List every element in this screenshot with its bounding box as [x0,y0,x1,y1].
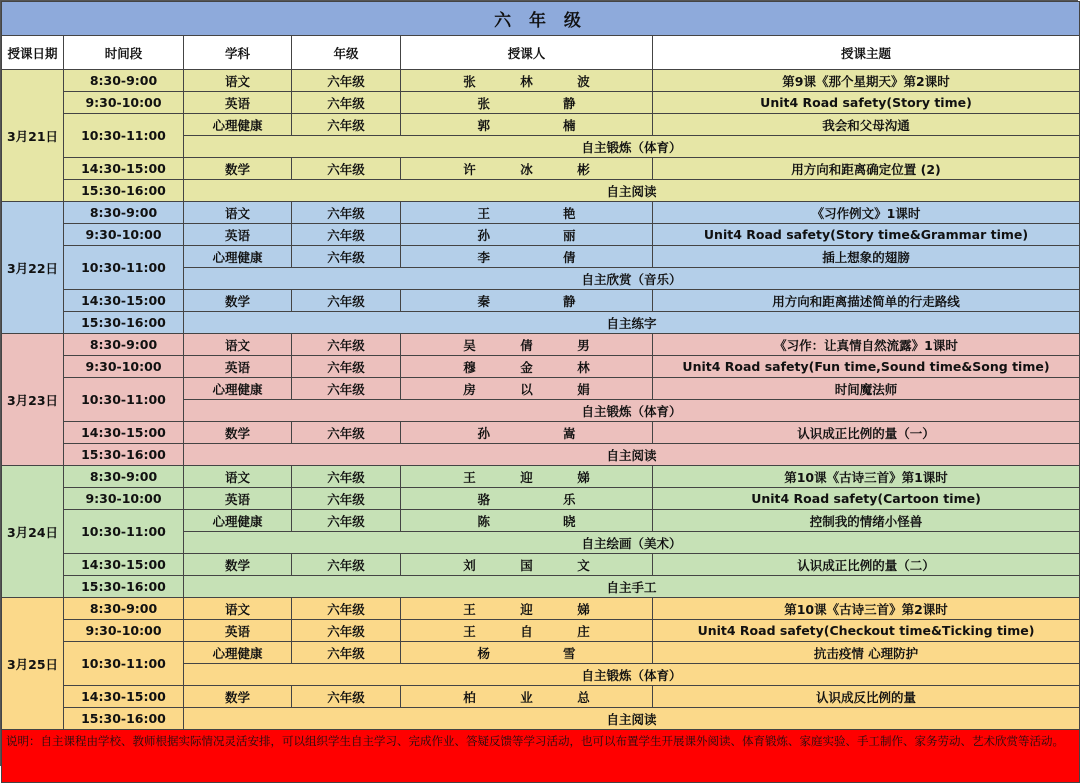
time-cell: 14:30-15:00 [64,422,184,444]
table-row [2,708,1080,730]
self-study-cell: 自主欣赏（音乐） [184,268,1080,290]
self-study-cell: 自主阅读 [184,180,1080,202]
self-study-cell: 自主手工 [184,576,1080,598]
teacher-name-char: 静 [562,95,576,111]
grade-cell: 六年级 [292,620,401,642]
teacher-name [401,116,652,134]
grade-cell: 六年级 [292,642,401,664]
time-cell: 15:30-16:00 [64,180,184,202]
teacher-cell [401,686,653,708]
teacher-name-char: 骆 [477,491,490,507]
teacher-cell [401,334,653,356]
grade-cell: 六年级 [292,158,401,180]
grade-cell: 六年级 [292,598,401,620]
subject-cell: 语文 [184,466,292,488]
schedule-table [1,1,1080,783]
time-cell: 8:30-9:00 [64,70,184,92]
table-row [2,92,1080,114]
teacher-name-char: 陈 [477,513,490,529]
subject-cell: 英语 [184,620,292,642]
table-row [2,180,1080,202]
teacher-name-char: 王 [463,601,476,617]
time-cell: 15:30-16:00 [64,444,184,466]
header-date: 授课日期 [2,36,64,70]
teacher-cell [401,466,653,488]
subject-cell: 英语 [184,224,292,246]
teacher-cell [401,642,653,664]
grade-cell: 六年级 [292,334,401,356]
teacher-cell [401,510,653,532]
teacher-name-char: 林 [577,359,590,375]
teacher-name [401,622,652,640]
time-cell: 15:30-16:00 [64,576,184,598]
note-row [2,730,1080,783]
topic-cell: 我会和父母沟通 [653,114,1080,136]
grade-cell: 六年级 [292,356,401,378]
teacher-name-char: 娣 [577,469,590,485]
teacher-name-char: 李 [477,249,490,265]
time-cell: 8:30-9:00 [64,598,184,620]
header-topic: 授课主题 [653,36,1080,70]
teacher-cell [401,620,653,642]
time-cell: 9:30-10:00 [64,620,184,642]
teacher-name [401,292,652,310]
topic-cell: 认识成正比例的量（二） [653,554,1080,576]
teacher-name-char: 张 [463,73,476,89]
teacher-name-char: 国 [520,557,533,573]
table-row [2,444,1080,466]
self-study-cell: 自主阅读 [184,444,1080,466]
topic-cell: 认识成反比例的量 [653,686,1080,708]
topic-cell: Unit4 Road safety(Checkout time&Ticking time) [653,620,1080,642]
table-row [2,290,1080,312]
teacher-cell [401,356,653,378]
table-row [2,554,1080,576]
topic-cell: 认识成正比例的量（一） [653,422,1080,444]
teacher-name-char: 郭 [477,117,490,133]
topic-cell: 用方向和距离描述简单的行走路线 [653,290,1080,312]
teacher-name-char: 娣 [577,601,590,617]
topic-cell: Unit4 Road safety(Story time&Grammar time) [653,224,1080,246]
date-cell: 3月23日 [2,334,64,466]
teacher-name [401,468,652,486]
time-cell: 14:30-15:00 [64,290,184,312]
grade-cell: 六年级 [292,422,401,444]
time-cell: 14:30-15:00 [64,554,184,576]
teacher-name-char: 业 [520,689,533,705]
time-cell: 9:30-10:00 [64,92,184,114]
teacher-name-char: 波 [577,73,590,89]
table-row [2,576,1080,598]
teacher-name [401,160,652,178]
teacher-name [401,380,652,398]
time-cell: 10:30-11:00 [64,246,184,290]
table-row [2,642,1080,664]
teacher-cell [401,246,653,268]
note-text: 说明：自主课程由学校、教师根据实际情况灵活安排，可以组织学生自主学习、完成作业、答疑反馈等学习活动，也可以布置学生开展课外阅读、体育锻炼、家庭实验、手工制作、家务劳动、艺术欣赏等活动。 [2,730,1080,783]
teacher-cell [401,158,653,180]
subject-cell: 语文 [184,598,292,620]
teacher-cell [401,114,653,136]
teacher-name-char: 自 [520,623,533,639]
subject-cell: 心理健康 [184,114,292,136]
teacher-name [401,94,652,112]
teacher-name-char: 艳 [562,205,576,221]
date-cell: 3月22日 [2,202,64,334]
teacher-name-char: 王 [477,205,490,221]
subject-cell: 心理健康 [184,510,292,532]
teacher-cell [401,554,653,576]
topic-cell: Unit4 Road safety(Cartoon time) [653,488,1080,510]
teacher-name-char: 庄 [577,623,590,639]
time-cell: 9:30-10:00 [64,356,184,378]
teacher-name-char: 张 [477,95,490,111]
topic-cell: 《习作例文》1课时 [653,202,1080,224]
self-study-cell: 自主锻炼（体育） [184,136,1080,158]
teacher-name-char: 楠 [562,117,576,133]
topic-cell: 第10课《古诗三首》第2课时 [653,598,1080,620]
teacher-name-char: 倩 [562,249,576,265]
self-study-cell: 自主锻炼（体育） [184,400,1080,422]
teacher-name-char: 晓 [562,513,576,529]
time-cell: 10:30-11:00 [64,114,184,158]
teacher-cell [401,92,653,114]
header-row [2,36,1080,70]
teacher-name-char: 总 [577,689,590,705]
teacher-name [401,490,652,508]
teacher-cell [401,202,653,224]
time-cell: 15:30-16:00 [64,312,184,334]
grade-cell: 六年级 [292,510,401,532]
subject-cell: 语文 [184,202,292,224]
subject-cell: 数学 [184,686,292,708]
topic-cell: 第10课《古诗三首》第1课时 [653,466,1080,488]
table-row [2,686,1080,708]
teacher-name-char: 倩 [520,337,533,353]
header-subject: 学科 [184,36,292,70]
teacher-name-char: 雪 [562,645,576,661]
topic-cell: Unit4 Road safety(Fun time,Sound time&Song time) [653,356,1080,378]
teacher-cell [401,224,653,246]
grade-cell: 六年级 [292,554,401,576]
table-row [2,488,1080,510]
subject-cell: 数学 [184,422,292,444]
teacher-name-char: 彬 [577,161,590,177]
teacher-name [401,512,652,530]
time-cell: 14:30-15:00 [64,158,184,180]
topic-cell: 抗击疫情 心理防护 [653,642,1080,664]
time-cell: 10:30-11:00 [64,510,184,554]
subject-cell: 数学 [184,554,292,576]
teacher-name-char: 王 [463,469,476,485]
subject-cell: 心理健康 [184,642,292,664]
self-study-cell: 自主锻炼（体育） [184,664,1080,686]
teacher-name [401,204,652,222]
teacher-name-char: 柏 [463,689,476,705]
teacher-name-char: 金 [520,359,533,375]
table-row [2,378,1080,400]
teacher-name-char: 房 [463,381,476,397]
teacher-cell [401,70,653,92]
table-row [2,510,1080,532]
time-cell: 9:30-10:00 [64,488,184,510]
teacher-name-char: 以 [520,381,533,397]
subject-cell: 数学 [184,290,292,312]
subject-cell: 英语 [184,92,292,114]
teacher-cell [401,422,653,444]
table-row [2,356,1080,378]
topic-cell: 时间魔法师 [653,378,1080,400]
teacher-name-char: 吴 [463,337,476,353]
teacher-name-char: 嵩 [562,425,576,441]
table-row [2,422,1080,444]
table-row [2,334,1080,356]
table-row [2,246,1080,268]
table-row [2,70,1080,92]
table-row [2,466,1080,488]
teacher-cell [401,488,653,510]
self-study-cell: 自主练字 [184,312,1080,334]
self-study-cell: 自主阅读 [184,708,1080,730]
topic-cell: 第9课《那个星期天》第2课时 [653,70,1080,92]
topic-cell: 用方向和距离确定位置 (2) [653,158,1080,180]
topic-cell: Unit4 Road safety(Story time) [653,92,1080,114]
grade-cell: 六年级 [292,290,401,312]
header-grade: 年级 [292,36,401,70]
table-row [2,114,1080,136]
table-row [2,224,1080,246]
header-time: 时间段 [64,36,184,70]
subject-cell: 英语 [184,356,292,378]
teacher-name-char: 文 [577,557,590,573]
teacher-name-char: 娟 [577,381,590,397]
date-cell: 3月21日 [2,70,64,202]
teacher-name-char: 孙 [477,425,490,441]
grade-cell: 六年级 [292,92,401,114]
teacher-name [401,72,652,90]
date-cell: 3月25日 [2,598,64,730]
teacher-name [401,226,652,244]
teacher-name-char: 迎 [520,469,533,485]
grade-cell: 六年级 [292,70,401,92]
teacher-name-char: 丽 [562,227,576,243]
teacher-name [401,424,652,442]
teacher-name-char: 杨 [477,645,490,661]
subject-cell: 心理健康 [184,246,292,268]
teacher-name-char: 静 [562,293,576,309]
teacher-name-char: 乐 [562,491,576,507]
time-cell: 10:30-11:00 [64,642,184,686]
teacher-name [401,600,652,618]
grade-cell: 六年级 [292,202,401,224]
time-cell: 14:30-15:00 [64,686,184,708]
date-cell: 3月24日 [2,466,64,598]
table-row [2,202,1080,224]
teacher-name-char: 林 [520,73,533,89]
table-row [2,158,1080,180]
teacher-name [401,688,652,706]
teacher-name [401,336,652,354]
subject-cell: 语文 [184,334,292,356]
teacher-name [401,644,652,662]
topic-cell: 控制我的情绪小怪兽 [653,510,1080,532]
self-study-cell: 自主绘画（美术） [184,532,1080,554]
table-title: 六 年 级 [2,2,1080,36]
grade-cell: 六年级 [292,378,401,400]
subject-cell: 心理健康 [184,378,292,400]
table-row [2,620,1080,642]
grade-cell: 六年级 [292,246,401,268]
grade-cell: 六年级 [292,488,401,510]
time-cell: 8:30-9:00 [64,334,184,356]
subject-cell: 英语 [184,488,292,510]
subject-cell: 数学 [184,158,292,180]
teacher-cell [401,290,653,312]
table-row [2,312,1080,334]
teacher-name [401,358,652,376]
grade-cell: 六年级 [292,114,401,136]
teacher-name-char: 许 [463,161,476,177]
teacher-cell [401,598,653,620]
teacher-name-char: 秦 [477,293,490,309]
time-cell: 8:30-9:00 [64,202,184,224]
topic-cell: 《习作：让真情自然流露》1课时 [653,334,1080,356]
teacher-name-char: 男 [577,337,590,353]
grade-cell: 六年级 [292,686,401,708]
teacher-name-char: 冰 [520,161,533,177]
subject-cell: 语文 [184,70,292,92]
topic-cell: 插上想象的翅膀 [653,246,1080,268]
table-row [2,598,1080,620]
time-cell: 8:30-9:00 [64,466,184,488]
teacher-name-char: 孙 [477,227,490,243]
time-cell: 9:30-10:00 [64,224,184,246]
grade-cell: 六年级 [292,224,401,246]
grade-cell: 六年级 [292,466,401,488]
teacher-name-char: 王 [463,623,476,639]
teacher-name [401,556,652,574]
teacher-name-char: 刘 [463,557,476,573]
teacher-name-char: 迎 [520,601,533,617]
header-teacher: 授课人 [401,36,653,70]
teacher-name [401,248,652,266]
teacher-name-char: 穆 [463,359,476,375]
time-cell: 10:30-11:00 [64,378,184,422]
time-cell: 15:30-16:00 [64,708,184,730]
teacher-cell [401,378,653,400]
